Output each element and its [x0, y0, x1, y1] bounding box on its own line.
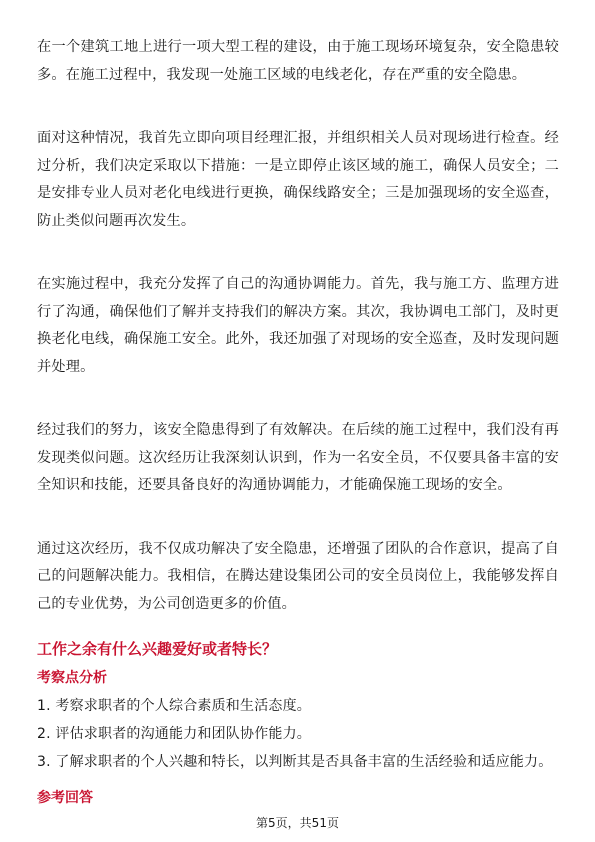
answer-heading: 参考回答: [37, 790, 93, 806]
list-item: 3. 了解求职者的个人兴趣和特长，以判断其是否具备丰富的生活经验和适应能力。: [37, 754, 553, 770]
document-page: [37, 34, 559, 812]
paragraph-4: 经过我们的努力，该安全隐患得到了有效解决。在后续的施工过程中，我们没有再发现类似问题。这次经历让我深刻认识到，作为一名安全员，不仅要具备丰富的安全知识和技能，还要具备良好的沟通协调能力，才能确保施工现场的安全。: [37, 422, 559, 493]
list-item: 1. 考察求职者的个人综合素质和生活态度。: [37, 698, 312, 714]
paragraph-3: 在实施过程中，我充分发挥了自己的沟通协调能力。首先，我与施工方、监理方进行了沟通，确保他们了解并支持我们的解决方案。其次，我协调电工部门，及时更换老化电线，确保施工安全。此外，我还加强了对现场的安全巡查，及时发现问题并处理。: [37, 276, 559, 375]
analysis-list: [37, 692, 559, 776]
question-heading: 工作之余有什么兴趣爱好或者特长？: [37, 640, 278, 658]
paragraph-2: 面对这种情况，我首先立即向项目经理汇报，并组织相关人员对现场进行检查。经过分析，我们决定采取以下措施：一是立即停止该区域的施工，确保人员安全；二是安排专业人员对老化电线进行更换，确保线路安全；三是加强现场的安全巡查，防止类似问题再次发生。: [37, 130, 559, 229]
paragraph-1: 在一个建筑工地上进行一项大型工程的建设，由于施工现场环境复杂，安全隐患较多。在施工过程中，我发现一处施工区域的电线老化，存在严重的安全隐患。: [37, 39, 559, 83]
paragraph-5: 通过这次经历，我不仅成功解决了安全隐患，还增强了团队的合作意识，提高了自己的问题解决能力。我相信，在腾达建设集团公司的安全员岗位上，我能够发挥自己的专业优势，为公司创造更多的价值。: [37, 540, 559, 612]
page-number: 第5页，共51页: [256, 816, 339, 830]
analysis-heading: 考察点分析: [37, 670, 107, 686]
list-item: 2. 评估求职者的沟通能力和团队协作能力。: [37, 726, 312, 742]
